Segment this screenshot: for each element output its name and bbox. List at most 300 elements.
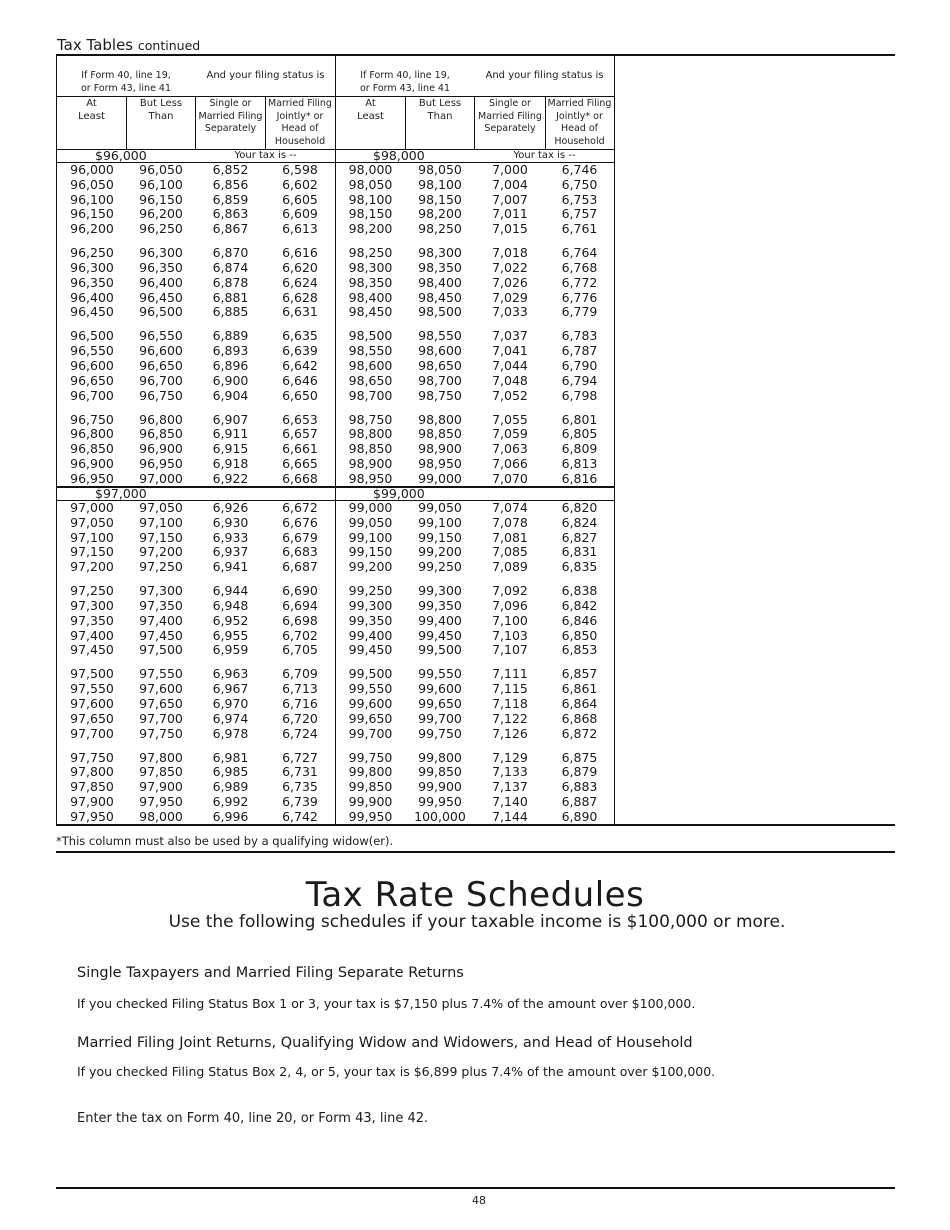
table-cell: 6,881 (212, 289, 249, 305)
footnote-rule (56, 851, 895, 853)
table-cell: 6,978 (212, 725, 249, 741)
table-cell: 6,842 (561, 597, 598, 613)
table-cell: 6,705 (282, 642, 318, 658)
table-cell: 99,950 (348, 808, 393, 824)
table-cell: 6,992 (212, 793, 249, 809)
table-cell: 6,820 (561, 500, 598, 515)
table-cell: 96,050 (70, 176, 114, 192)
table-cell: 6,868 (561, 710, 598, 726)
income-group-header-left: If Form 40, line 19, or Form 43, line 41 (80, 70, 172, 94)
table-cell: 7,096 (492, 597, 528, 613)
table-cell: 6,794 (561, 372, 598, 388)
table-cell: 6,653 (282, 411, 318, 427)
table-cell: 97,500 (70, 666, 114, 682)
table-cell: 98,850 (418, 426, 462, 442)
table-cell: 7,044 (492, 357, 528, 373)
table-cell: 7,048 (492, 372, 528, 388)
table-cell: 7,085 (492, 544, 528, 560)
table-cell: 96,950 (70, 470, 114, 486)
joint-schedule-heading: Married Filing Joint Returns, Qualifying Widow and Widowers, and Head of Household (77, 1035, 693, 1051)
table-cell: 6,757 (561, 206, 598, 222)
table-cell: 97,600 (139, 681, 183, 697)
table-cell: 96,600 (70, 357, 114, 373)
table-cell: 6,798 (561, 387, 598, 403)
table-cell: 6,690 (282, 583, 318, 599)
table-cell: 98,450 (418, 289, 462, 305)
table-cell: 6,746 (561, 162, 598, 177)
table-cell: 6,739 (282, 793, 318, 809)
table-cell: 6,764 (561, 245, 598, 261)
block-label-96000: $96,000 (95, 148, 147, 163)
table-cell: 6,824 (561, 514, 598, 530)
table-cell: 6,702 (282, 627, 318, 643)
table-cell: 96,500 (139, 304, 183, 320)
table-cell: 6,974 (212, 710, 249, 726)
table-cell: 7,118 (492, 695, 528, 711)
table-cell: 6,926 (212, 500, 249, 515)
left-bottom-single-tax-column (196, 501, 265, 825)
block-label-99000: $99,000 (373, 486, 425, 501)
table-cell: 96,450 (70, 304, 114, 320)
table-cell: 96,700 (139, 372, 183, 388)
table-cell: 6,790 (561, 357, 598, 373)
table-cell: 7,115 (492, 681, 528, 697)
table-cell: 6,787 (561, 343, 598, 359)
table-cell: 96,550 (139, 328, 183, 344)
top-rule (56, 54, 895, 56)
table-cell: 99,700 (348, 725, 393, 741)
table-cell: 96,350 (139, 259, 183, 275)
right-top-joint-tax-column (545, 163, 614, 487)
table-cell: 99,450 (418, 627, 462, 643)
table-cell: 97,300 (70, 597, 114, 613)
table-cell: 6,850 (561, 627, 598, 643)
right-top-but-less-than-column (406, 163, 474, 487)
header-row-divider (56, 96, 614, 97)
table-cell: 99,350 (418, 597, 462, 613)
table-cell: 98,950 (418, 455, 462, 471)
table-cell: 98,600 (348, 357, 393, 373)
table-cell: 6,941 (212, 559, 249, 575)
table-cell: 99,800 (418, 749, 462, 765)
table-cell: 96,100 (139, 176, 183, 192)
table-cell: 97,100 (70, 529, 114, 545)
table-cell: 6,835 (561, 559, 598, 575)
table-cell: 97,250 (70, 583, 114, 599)
rate-schedules-subtitle: Use the following schedules if your taxable income is $100,000 or more. (168, 912, 786, 932)
table-cell: 6,698 (282, 612, 318, 628)
table-cell: 97,350 (70, 612, 114, 628)
table-cell: 7,063 (492, 441, 528, 457)
table-cell: 96,650 (139, 357, 183, 373)
table-cell: 7,055 (492, 411, 528, 427)
single-schedule-text: If you checked Filing Status Box 1 or 3, your tax is $7,150 plus 7.4% of the amount over $100,000. (77, 996, 696, 1011)
table-cell: 96,150 (70, 206, 114, 222)
table-cell: 98,100 (418, 176, 462, 192)
table-cell: 96,750 (70, 411, 114, 427)
table-cell: 6,918 (212, 455, 249, 471)
but-less-than-header-right: But Less Than (418, 98, 462, 122)
table-cell: 98,550 (348, 343, 393, 359)
table-cell: 6,915 (212, 441, 249, 457)
table-cell: 7,089 (492, 559, 528, 575)
table-cell: 97,200 (139, 544, 183, 560)
table-cell: 6,859 (212, 191, 249, 207)
table-cell: 6,761 (561, 221, 598, 237)
your-tax-label-left-top: Your tax is -- (234, 150, 297, 161)
table-cell: 6,885 (212, 304, 249, 320)
table-cell: 98,400 (348, 289, 393, 305)
table-cell: 98,750 (348, 411, 393, 427)
table-cell: 99,800 (348, 764, 393, 780)
table-cell: 99,300 (348, 597, 393, 613)
table-cell: 6,772 (561, 274, 598, 290)
table-cell: 99,200 (418, 544, 462, 560)
table-cell: 7,129 (492, 749, 528, 765)
table-cell: 96,650 (70, 372, 114, 388)
table-cell: 98,900 (348, 455, 393, 471)
table-cell: 7,018 (492, 245, 528, 261)
but-less-than-header-left: But Less Than (139, 98, 183, 122)
table-cell: 7,092 (492, 583, 528, 599)
table-cell: 6,668 (282, 470, 318, 486)
table-cell: 98,850 (348, 441, 393, 457)
page-header (57, 36, 200, 54)
table-cell: 98,250 (348, 245, 393, 261)
table-cell: 6,805 (561, 426, 598, 442)
table-cell: 96,000 (70, 162, 114, 177)
table-cell: 99,000 (418, 470, 462, 486)
table-cell: 6,907 (212, 411, 249, 427)
table-cell: 7,137 (492, 779, 528, 795)
table-cell: 96,450 (139, 289, 183, 305)
enter-tax-instruction: Enter the tax on Form 40, line 20, or Form 43, line 42. (77, 1111, 429, 1126)
table-cell: 6,887 (561, 793, 598, 809)
table-cell: 6,598 (282, 162, 318, 177)
table-cell: 97,700 (139, 710, 183, 726)
table-cell: 99,700 (418, 710, 462, 726)
filing-status-header-left: And your filing status is (206, 70, 325, 81)
right-top-at-least-column (336, 163, 405, 487)
table-cell: 97,350 (139, 597, 183, 613)
table-cell: 99,200 (348, 559, 393, 575)
table-cell: 6,613 (282, 221, 318, 237)
table-cell: 6,985 (212, 764, 249, 780)
table-cell: 6,813 (561, 455, 598, 471)
joint-header-right: Married Filing Jointly* or Head of Household (547, 98, 612, 147)
table-cell: 98,550 (418, 328, 462, 344)
table-cell: 6,724 (282, 725, 318, 741)
table-cell: 6,720 (282, 710, 318, 726)
table-cell: 6,878 (212, 274, 249, 290)
table-cell: 98,150 (418, 191, 462, 207)
table-cell: 99,600 (348, 695, 393, 711)
left-top-joint-tax-column (265, 163, 335, 487)
table-cell: 98,200 (348, 221, 393, 237)
table-cell: 6,687 (282, 559, 318, 575)
table-cell: 96,800 (139, 411, 183, 427)
table-cell: 99,250 (348, 583, 393, 599)
rate-schedules-title: Tax Rate Schedules (305, 875, 645, 915)
table-cell: 99,000 (348, 500, 393, 515)
table-cell: 7,011 (492, 206, 528, 222)
table-cell: 96,250 (70, 245, 114, 261)
table-cell: 6,875 (561, 749, 598, 765)
table-cell: 6,922 (212, 470, 249, 486)
table-cell: 96,900 (139, 441, 183, 457)
table-cell: 6,809 (561, 441, 598, 457)
table-cell: 6,879 (561, 764, 598, 780)
table-cell: 6,831 (561, 544, 598, 560)
left-top-single-tax-column (196, 163, 265, 487)
table-cell: 7,037 (492, 328, 528, 344)
table-cell: 6,981 (212, 749, 249, 765)
table-cell: 97,700 (70, 725, 114, 741)
table-cell: 7,081 (492, 529, 528, 545)
table-cell: 99,300 (418, 583, 462, 599)
table-cell: 6,944 (212, 583, 249, 599)
table-cell: 7,122 (492, 710, 528, 726)
table-cell: 7,059 (492, 426, 528, 442)
table-cell: 6,628 (282, 289, 318, 305)
table-cell: 97,100 (139, 514, 183, 530)
table-cell: 96,700 (70, 387, 114, 403)
table-cell: 98,950 (348, 470, 393, 486)
table-cell: 96,200 (139, 206, 183, 222)
table-cell: 97,600 (70, 695, 114, 711)
table-cell: 6,838 (561, 583, 598, 599)
table-cell: 97,450 (70, 642, 114, 658)
table-cell: 98,650 (348, 372, 393, 388)
table-cell: 7,015 (492, 221, 528, 237)
table-cell: 98,300 (348, 259, 393, 275)
table-cell: 6,650 (282, 387, 318, 403)
income-group-header-right: If Form 40, line 19, or Form 43, line 41 (359, 70, 451, 94)
header-title: Tax Tables (57, 36, 134, 54)
table-cell: 96,350 (70, 274, 114, 290)
table-cell: 6,783 (561, 328, 598, 344)
table-cell: 6,890 (561, 808, 598, 824)
table-cell: 6,620 (282, 259, 318, 275)
table-cell: 99,100 (348, 529, 393, 545)
table-cell: 6,948 (212, 597, 249, 613)
table-cell: 7,052 (492, 387, 528, 403)
table-cell: 6,904 (212, 387, 249, 403)
table-cell: 98,500 (348, 328, 393, 344)
table-cell: 7,070 (492, 470, 528, 486)
table-cell: 7,022 (492, 259, 528, 275)
single-header-right: Single or Married Filing Separately (478, 98, 542, 134)
table-cell: 7,041 (492, 343, 528, 359)
table-cell: 99,100 (418, 514, 462, 530)
table-cell: 97,500 (139, 642, 183, 658)
table-cell: 99,950 (418, 793, 462, 809)
table-cell: 6,827 (561, 529, 598, 545)
table-cell: 98,700 (348, 387, 393, 403)
table-cell: 99,400 (348, 627, 393, 643)
table-cell: 98,350 (348, 274, 393, 290)
table-cell: 7,133 (492, 764, 528, 780)
table-cell: 98,000 (348, 162, 393, 177)
table-cell: 7,100 (492, 612, 528, 628)
table-cell: 98,400 (418, 274, 462, 290)
table-cell: 98,500 (418, 304, 462, 320)
table-cell: 6,867 (212, 221, 249, 237)
joint-schedule-text: If you checked Filing Status Box 2, 4, or 5, your tax is $6,899 plus 7.4% of the amount over $100,000. (77, 1064, 716, 1079)
table-cell: 6,989 (212, 779, 249, 795)
table-cell: 7,066 (492, 455, 528, 471)
table-cell: 99,650 (348, 710, 393, 726)
table-cell: 6,642 (282, 357, 318, 373)
table-cell: 6,816 (561, 470, 598, 486)
footnote: *This column must also be used by a qualifying widow(er). (56, 834, 394, 848)
table-cell: 97,950 (70, 808, 114, 824)
table-cell: 96,250 (139, 221, 183, 237)
table-cell: 96,300 (139, 245, 183, 261)
table-cell: 97,300 (139, 583, 183, 599)
table-cell: 99,450 (348, 642, 393, 658)
table-cell: 6,872 (561, 725, 598, 741)
table-cell: 7,074 (492, 500, 528, 515)
table-cell: 97,900 (70, 793, 114, 809)
at-least-header-left: At Least (78, 98, 105, 122)
single-header-left: Single or Married Filing Separately (198, 98, 263, 134)
table-cell: 6,609 (282, 206, 318, 222)
table-cell: 96,550 (70, 343, 114, 359)
table-cell: 6,605 (282, 191, 318, 207)
table-cell: 7,126 (492, 725, 528, 741)
table-cell: 7,078 (492, 514, 528, 530)
right-bottom-but-less-than-column (406, 501, 474, 825)
table-cell: 6,955 (212, 627, 249, 643)
page-number: 48 (472, 1194, 486, 1207)
joint-header-left: Married Filing Jointly* or Head of Household (268, 98, 332, 147)
table-cell: 6,856 (212, 176, 249, 192)
table-cell: 97,800 (70, 764, 114, 780)
table-cell: 6,911 (212, 426, 249, 442)
table-cell: 99,750 (348, 749, 393, 765)
table-cell: 99,850 (418, 764, 462, 780)
table-cell: 6,716 (282, 695, 318, 711)
table-cell: 98,250 (418, 221, 462, 237)
table-cell: 96,900 (70, 455, 114, 471)
table-cell: 99,350 (348, 612, 393, 628)
table-cell: 98,050 (348, 176, 393, 192)
table-cell: 6,952 (212, 612, 249, 628)
table-cell: 97,250 (139, 559, 183, 575)
table-cell: 6,602 (282, 176, 318, 192)
at-least-header-right: At Least (357, 98, 384, 122)
table-cell: 98,800 (348, 426, 393, 442)
table-cell: 98,800 (418, 411, 462, 427)
table-cell: 97,850 (70, 779, 114, 795)
table-cell: 96,500 (70, 328, 114, 344)
table-cell: 6,970 (212, 695, 249, 711)
bottom-rule (56, 1187, 895, 1189)
table-cell: 6,896 (212, 357, 249, 373)
block-label-98000: $98,000 (373, 148, 425, 163)
table-cell: 98,100 (348, 191, 393, 207)
table-cell: 6,852 (212, 162, 249, 177)
table-cell: 6,768 (561, 259, 598, 275)
table-cell: 99,400 (418, 612, 462, 628)
left-bottom-joint-tax-column (265, 501, 335, 825)
table-cell: 7,103 (492, 627, 528, 643)
table-cell: 6,624 (282, 274, 318, 290)
table-cell: 97,000 (139, 470, 183, 486)
table-cell: 97,050 (139, 500, 183, 515)
table-cell: 6,857 (561, 666, 598, 682)
table-cell: 99,600 (418, 681, 462, 697)
table-cell: 6,963 (212, 666, 249, 682)
table-cell: 6,631 (282, 304, 318, 320)
table-cell: 96,600 (139, 343, 183, 359)
table-cell: 97,150 (139, 529, 183, 545)
table-cell: 6,750 (561, 176, 598, 192)
table-cell: 6,665 (282, 455, 318, 471)
table-cell: 98,000 (139, 808, 183, 824)
table-cell: 6,933 (212, 529, 249, 545)
table-cell: 99,550 (418, 666, 462, 682)
table-cell: 98,600 (418, 343, 462, 359)
table-cell: 7,144 (492, 808, 528, 824)
table-cell: 99,500 (418, 642, 462, 658)
table-cell: 7,111 (492, 666, 528, 682)
table-cell: 6,900 (212, 372, 249, 388)
table-border-right (614, 56, 615, 825)
left-top-at-least-column (57, 163, 127, 487)
table-cell: 6,679 (282, 529, 318, 545)
table-cell: 97,650 (139, 695, 183, 711)
table-cell: 97,850 (139, 764, 183, 780)
table-cell: 6,996 (212, 808, 249, 824)
table-cell: 96,300 (70, 259, 114, 275)
table-cell: 100,000 (414, 808, 466, 824)
header-subtitle: continued (137, 38, 201, 53)
table-cell: 99,850 (348, 779, 393, 795)
table-cell: 6,616 (282, 245, 318, 261)
table-cell: 6,657 (282, 426, 318, 442)
table-cell: 7,004 (492, 176, 528, 192)
table-cell: 6,661 (282, 441, 318, 457)
table-cell: 99,050 (348, 514, 393, 530)
table-cell: 96,400 (139, 274, 183, 290)
table-cell: 7,033 (492, 304, 528, 320)
table-cell: 6,930 (212, 514, 249, 530)
table-cell: 6,874 (212, 259, 249, 275)
block-label-97000: $97,000 (95, 486, 147, 501)
right-bottom-joint-tax-column (545, 501, 614, 825)
table-cell: 6,727 (282, 749, 318, 765)
your-tax-label-right-top: Your tax is -- (513, 150, 576, 161)
single-schedule-heading: Single Taxpayers and Married Filing Separate Returns (77, 965, 464, 981)
table-cell: 6,883 (561, 779, 598, 795)
table-cell: 6,635 (282, 328, 318, 344)
table-cell: 6,864 (561, 695, 598, 711)
table-cell: 98,050 (418, 162, 462, 177)
table-cell: 99,900 (418, 779, 462, 795)
table-cell: 7,000 (492, 162, 528, 177)
table-cell: 97,450 (139, 627, 183, 643)
table-cell: 6,959 (212, 642, 249, 658)
table-cell: 97,400 (139, 612, 183, 628)
table-cell: 97,900 (139, 779, 183, 795)
table-cell: 99,050 (418, 500, 462, 515)
table-cell: 97,750 (70, 749, 114, 765)
table-cell: 6,801 (561, 411, 598, 427)
table-cell: 97,550 (139, 666, 183, 682)
table-cell: 6,672 (282, 500, 318, 515)
